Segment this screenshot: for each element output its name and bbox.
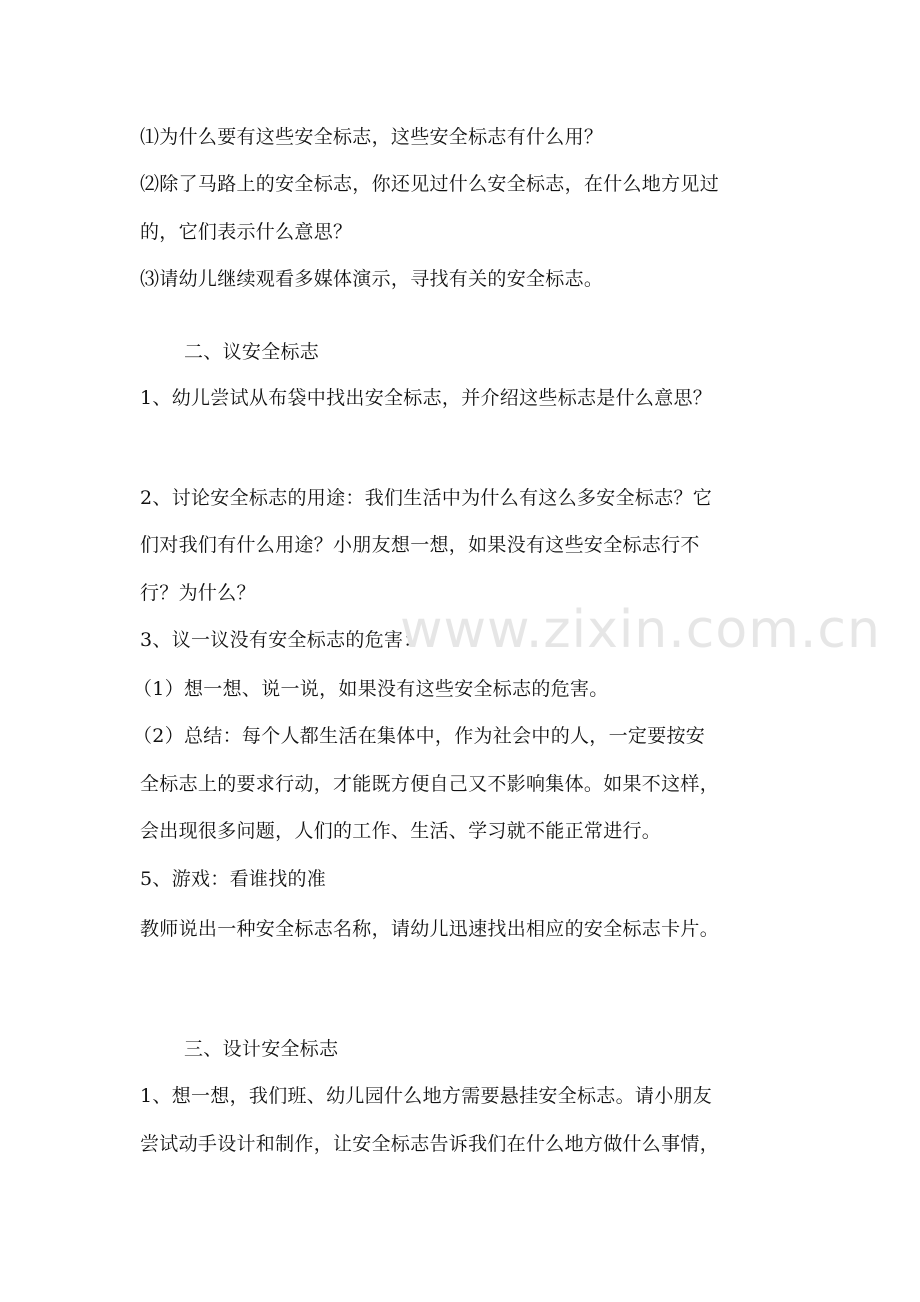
section-2-item-2-line-1: 2、讨论安全标志的用途：我们生活中为什么有这么多安全标志？它 (140, 487, 713, 509)
section-2-item-3: 3、议一议没有安全标志的危害： (140, 629, 423, 651)
section-2-item-3-sub-1: （1）想一想、说一说，如果没有这些安全标志的危害。 (133, 678, 609, 700)
section-2-item-3-sub-2-line-1: （2）总结：每个人都生活在集体中，作为社会中的人，一定要按安 (133, 725, 706, 747)
section-2-item-5: 5、游戏：看谁找的准 (140, 868, 327, 890)
section-2-item-1: 1、幼儿尝试从布袋中找出安全标志，并介绍这些标志是什么意思？ (140, 387, 713, 409)
section-3-item-1-line-1: 1、想一想，我们班、幼儿园什么地方需要悬挂安全标志。请小朋友 (140, 1085, 713, 1107)
section-2-item-2-line-3: 行？为什么？ (140, 582, 256, 604)
watermark: www.zixin.com.cn (400, 600, 881, 660)
section-3-item-1-line-2: 尝试动手设计和制作，让安全标志告诉我们在什么地方做什么事情， (140, 1133, 720, 1155)
section-2-item-3-sub-2-line-3: 会出现很多问题，人们的工作、生活、学习就不能正常进行。 (140, 820, 662, 842)
section-2-item-3-sub-2-line-2: 全标志上的要求行动，才能既方便自己又不影响集体。如果不这样， (140, 773, 720, 795)
section-2-item-5-description: 教师说出一种安全标志名称，请幼儿迅速找出相应的安全标志卡片。 (140, 918, 720, 940)
question-2-line-2: 的，它们表示什么意思？ (140, 221, 353, 243)
question-1: ⑴为什么要有这些安全标志，这些安全标志有什么用？ (140, 126, 604, 148)
question-2-line-1: ⑵除了马路上的安全标志，你还见过什么安全标志，在什么地方见过 (140, 173, 720, 195)
section-2-item-2-line-2: 们对我们有什么用途？小朋友想一想，如果没有这些安全标志行不 (140, 534, 700, 556)
section-2-heading: 二、议安全标志 (184, 341, 320, 363)
question-3: ⑶请幼儿继续观看多媒体演示，寻找有关的安全标志。 (140, 268, 604, 290)
section-3-heading: 三、设计安全标志 (184, 1038, 339, 1060)
